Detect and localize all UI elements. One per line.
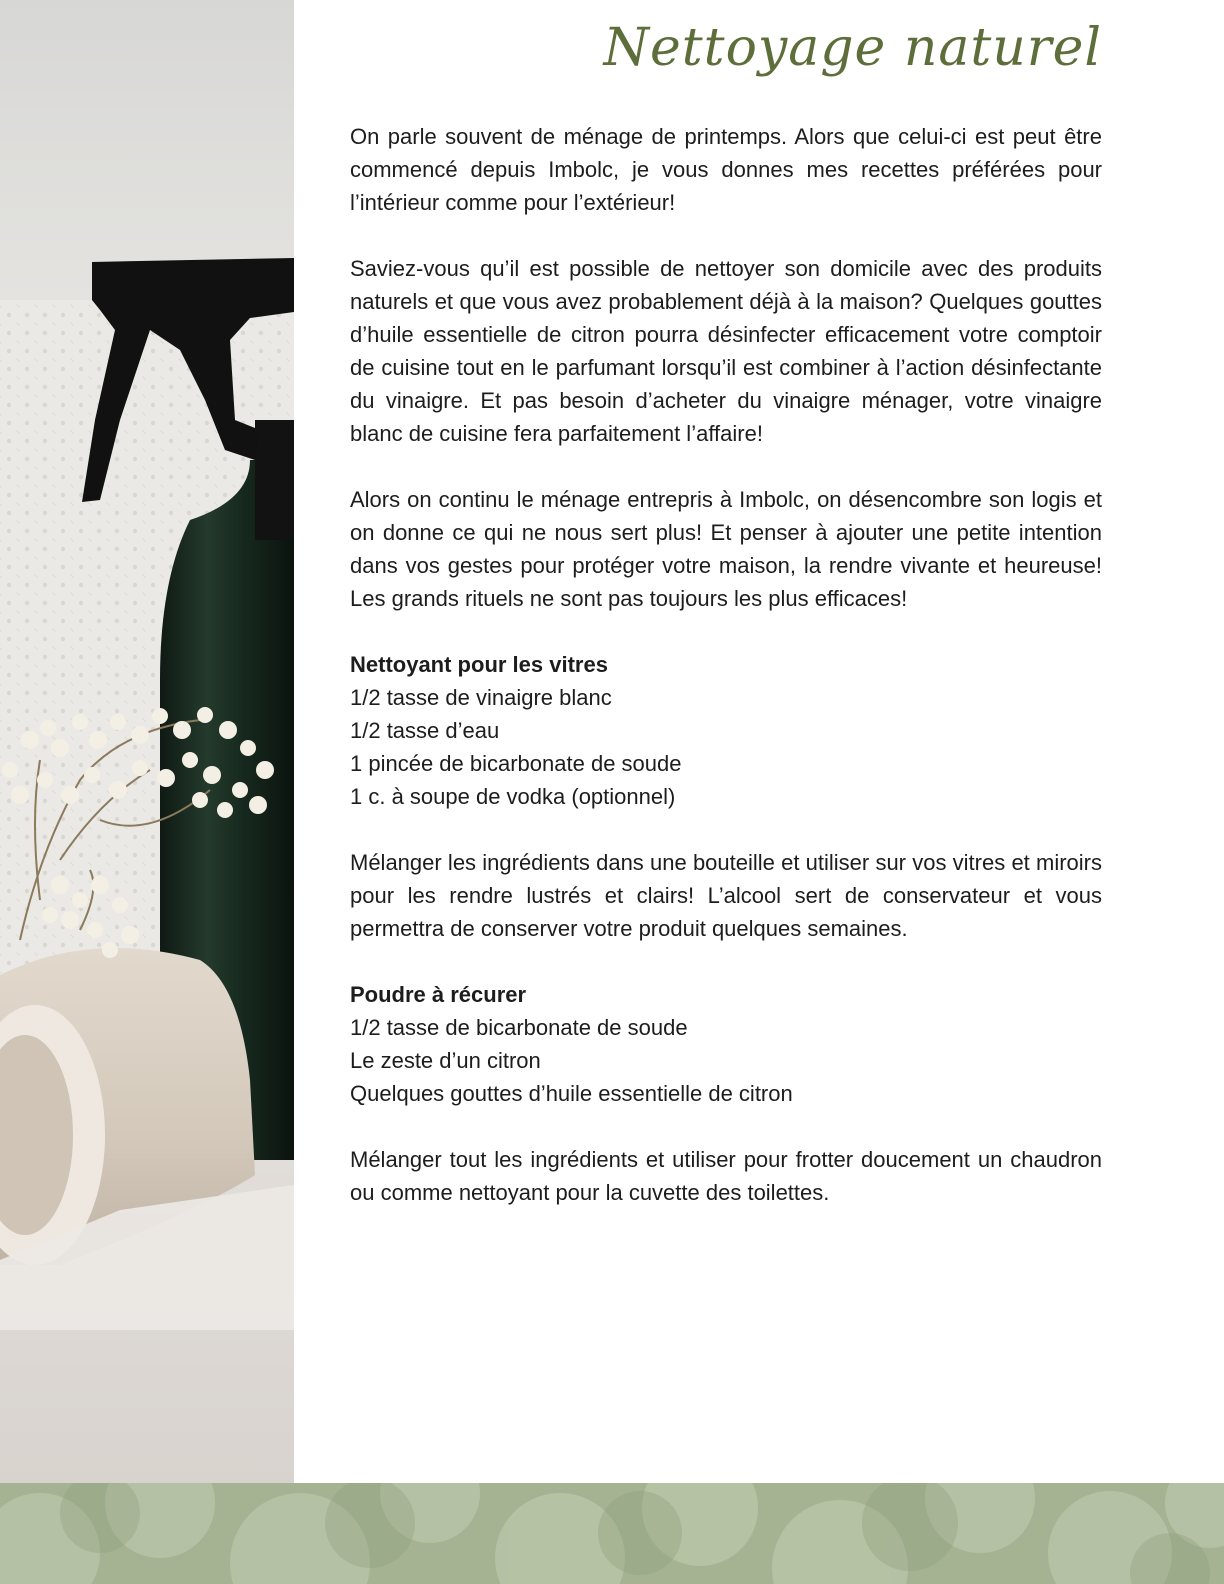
recipe-instructions: Mélanger les ingrédients dans une bouteille et utiliser sur vos vitres et miroirs pour les rendre lustrés et clairs! L’alcool sert de conservateur et vous permettra de conserver votre produit quelques semaines. [350,850,1102,941]
footer-band [0,1483,1224,1584]
article-body [350,120,1102,1242]
page-title: Nettoyage naturel [603,18,1102,78]
recipe-title: Poudre à récurer [350,982,527,1007]
ingredient-item: 1/2 tasse de vinaigre blanc [350,685,612,710]
ingredient-item: Le zeste d’un citron [350,1048,541,1073]
natural-products-paragraph: Saviez-vous qu’il est possible de nettoyer son domicile avec des produits naturels et que vous avez probablement déjà à la maison? Quelques gouttes d’huile essentielle de citron pourra désinfecter efficacement votre comptoir de cuisine tout en le parfumant lorsqu’il est combiner à l’action désinfectante du vinaigre. Et pas besoin d’acheter du vinaigre ménager, votre vinaigre blanc de cuisine fera parfaitement l’affaire! [350,256,1102,446]
ingredient-item: 1/2 tasse d’eau [350,718,500,743]
ingredient-item: 1 pincée de bicarbonate de soude [350,751,682,776]
ingredient-item: 1/2 tasse de bicarbonate de soude [350,1015,688,1040]
cleaning-photo-illustration [0,0,294,1483]
recipe-instructions: Mélanger tout les ingrédients et utiliser pour frotter doucement un chaudron ou comme nettoyant pour la cuvette des toilettes. [350,1147,1102,1205]
ingredient-item: Quelques gouttes d’huile essentielle de citron [350,1081,793,1106]
recipe-scouring-powder [350,978,1102,1110]
ingredient-list [350,681,1102,813]
decluttering-paragraph: Alors on continu le ménage entrepris à Imbolc, on désencombre son logis et on donne ce qui ne nous sert plus! Et penser à ajouter une petite intention dans vos gestes pour protéger votre maison, la rendre vivante et heureuse! Les grands rituels ne sont pas toujours les plus efficaces! [350,487,1102,611]
intro-paragraph: On parle souvent de ménage de printemps. Alors que celui-ci est peut être commencé depuis Imbolc, je vous donnes mes recettes préférées pour l’intérieur comme pour l’extérieur! [350,124,1102,215]
recipe-window-cleaner [350,648,1102,813]
recipe-title: Nettoyant pour les vitres [350,652,608,677]
ingredient-list [350,1011,1102,1110]
cleaning-photo [0,0,294,1483]
ingredient-item: 1 c. à soupe de vodka (optionnel) [350,784,676,809]
bokeh-background [0,1483,1224,1584]
